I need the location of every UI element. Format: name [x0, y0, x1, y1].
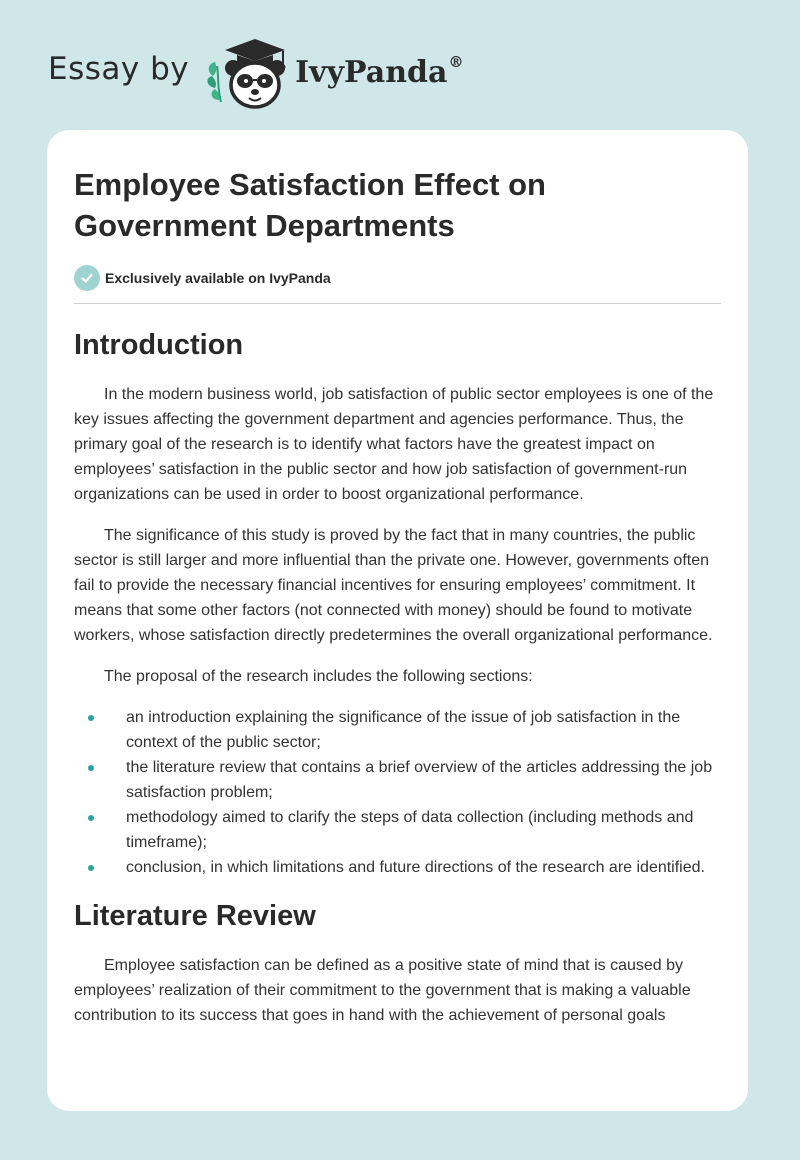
brand-prefix: Essay by	[48, 51, 190, 87]
exclusive-badge	[74, 265, 721, 291]
paragraph: The proposal of the research includes the following sections:	[104, 668, 533, 685]
brand-name[interactable]: IvyPanda®	[295, 52, 464, 90]
section-heading-literature-review: Literature Review	[74, 900, 316, 932]
section-heading-introduction: Introduction	[74, 329, 244, 361]
list-item: conclusion, in which limitations and future directions of the research are identified.	[74, 855, 721, 880]
bullet-icon	[88, 815, 94, 821]
ivypanda-logo[interactable]	[203, 36, 293, 112]
check-icon	[74, 265, 100, 291]
site-header	[48, 34, 463, 114]
paragraph: The significance of this study is proved by the fact that in many countries, the public sector is still larger and more influential than the private one. However, governments often fail to provide the necessary financial incentives for ensuring employees’ commitment. It means that some other factors (not connected with money) should be found to motivate workers, whose satisfaction directly predetermines the overall organizational performance.	[74, 527, 713, 644]
list-item: methodology aimed to clarify the steps of data collection (including methods and timeframe);	[74, 805, 721, 855]
sections-list	[74, 705, 721, 880]
exclusive-label: Exclusively available on IvyPanda	[105, 270, 331, 286]
paragraph: Employee satisfaction can be defined as a positive state of mind that is caused by employees’ realization of their commitment to the government that is making a valuable contribution to its success that goes in hand with the achievement of personal goals	[74, 957, 691, 1024]
list-item: an introduction explaining the significance of the issue of job satisfaction in the context of the public sector;	[74, 705, 721, 755]
registered-mark: ®	[448, 52, 464, 71]
list-item: the literature review that contains a brief overview of the articles addressing the job satisfaction problem;	[74, 755, 721, 805]
bullet-icon	[88, 765, 94, 771]
essay-title: Employee Satisfaction Effect on Government Departments	[74, 167, 546, 243]
divider	[74, 303, 721, 304]
essay-card	[47, 130, 748, 1111]
bullet-icon	[88, 715, 94, 721]
paragraph: In the modern business world, job satisfaction of public sector employees is one of the key issues affecting the government department and agencies performance. Thus, the primary goal of the research is to identify what factors have the greatest impact on employees’ satisfaction in the public sector and how job satisfaction of government-run organizations can be used in order to boost organizational performance.	[74, 386, 714, 503]
bullet-icon	[88, 865, 94, 871]
